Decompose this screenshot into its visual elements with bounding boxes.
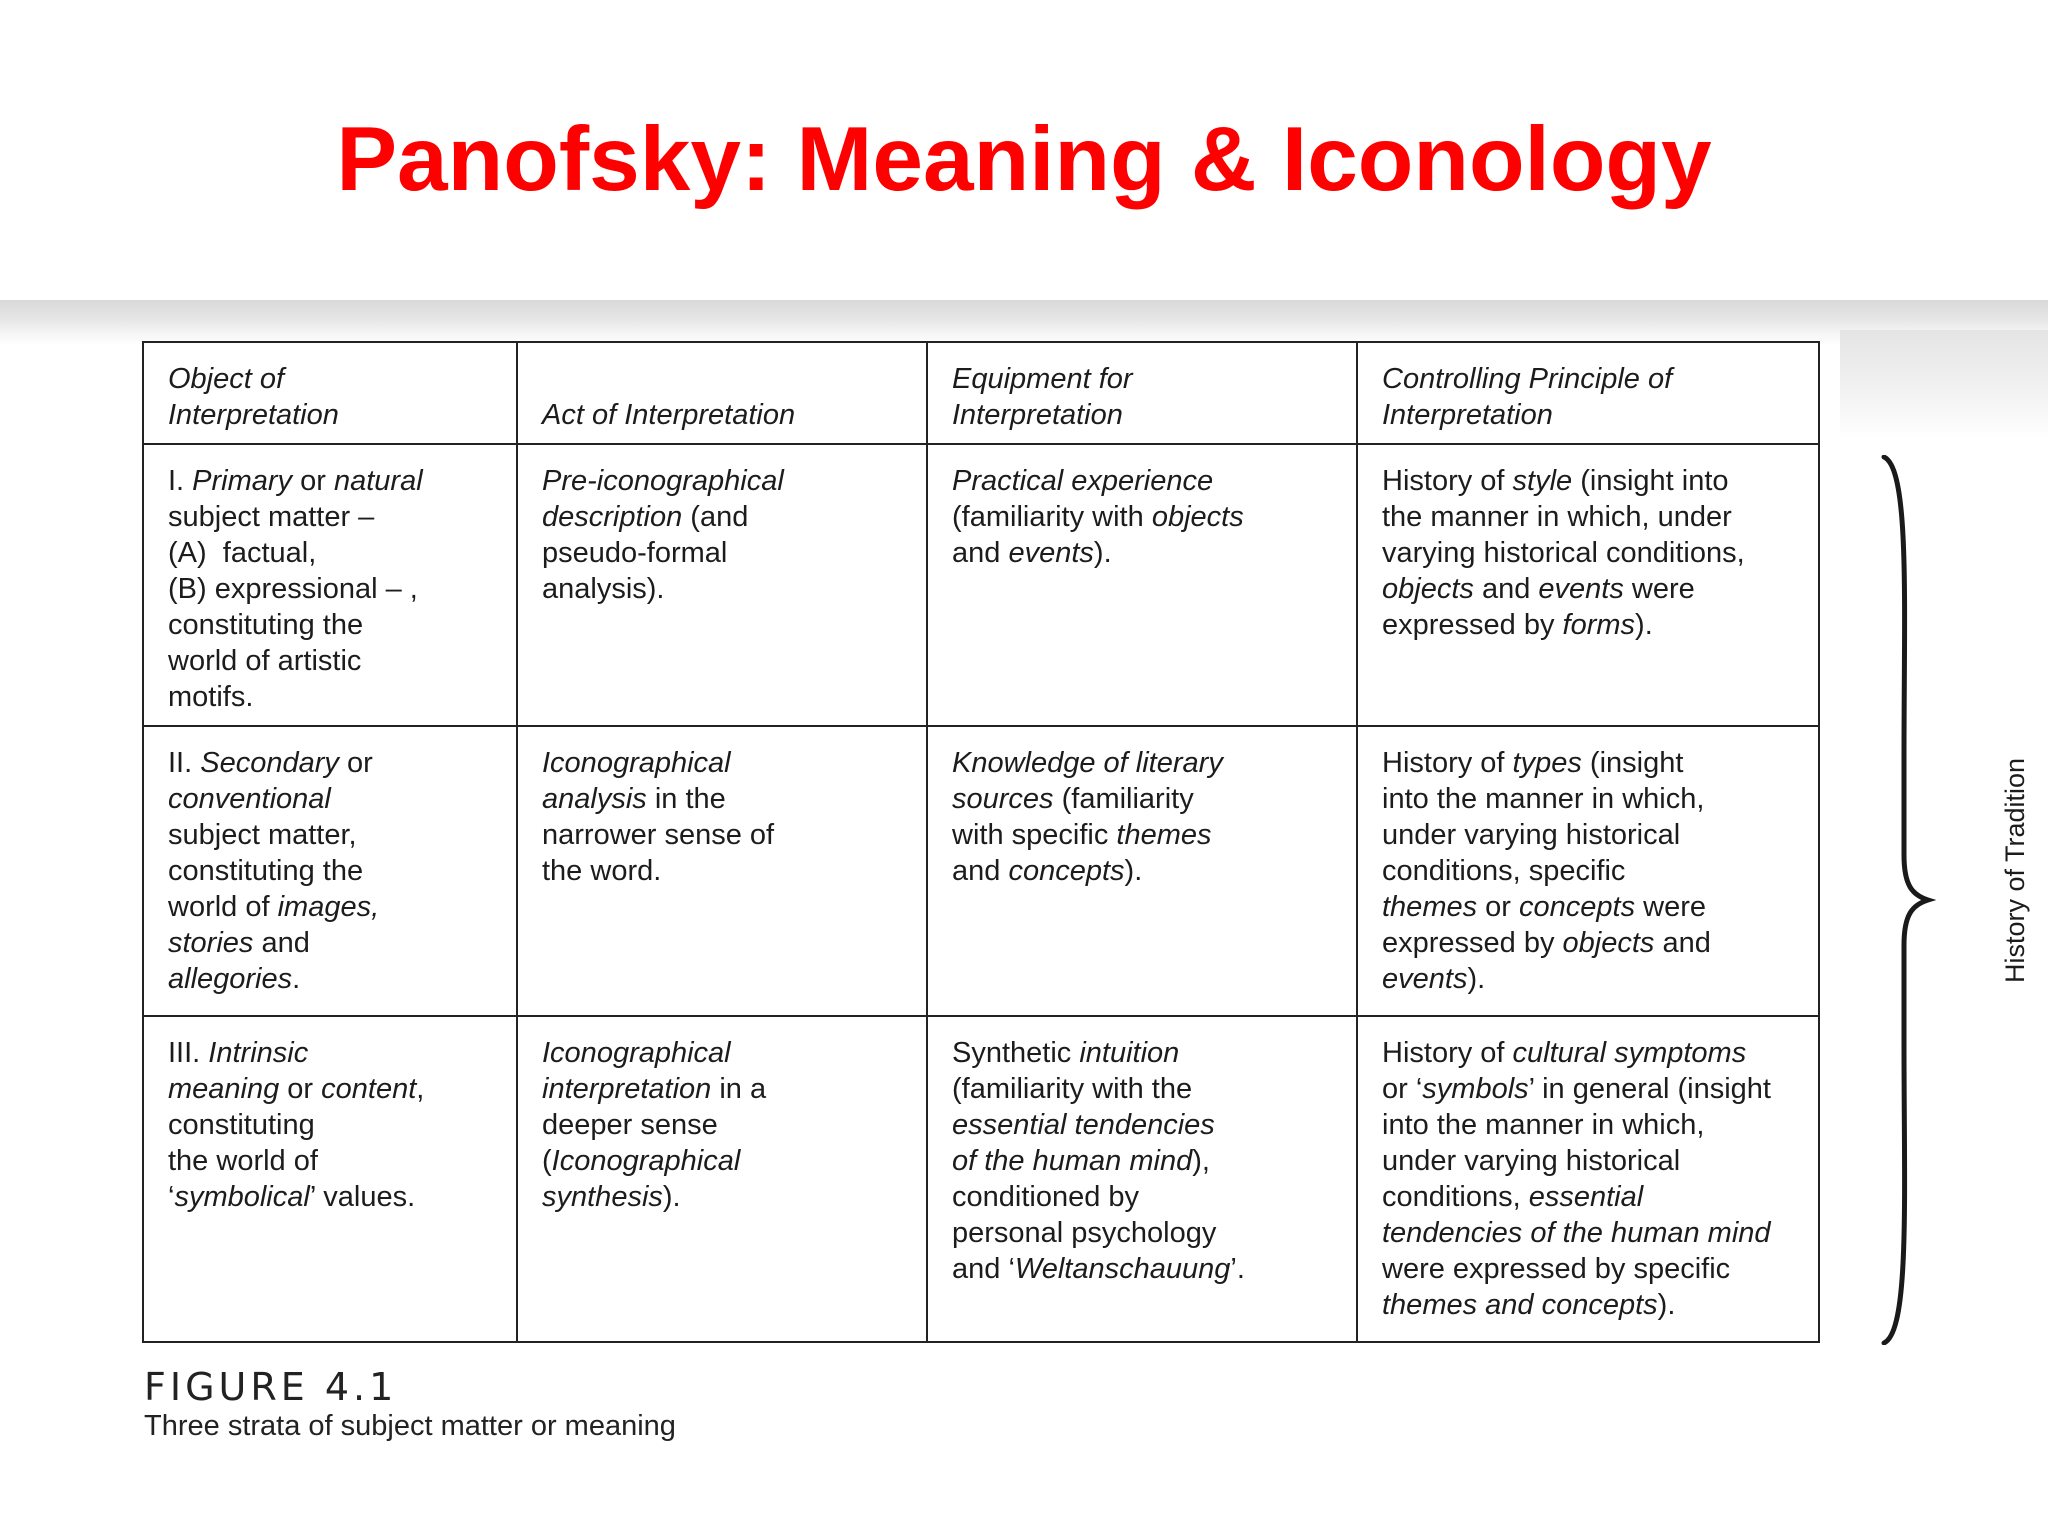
cell-equipment: Synthetic intuition (familiarity with the essential tendencies of the human mind), conditioned by personal psychology and ‘Weltanschauung’. <box>927 1016 1357 1342</box>
cell-object: III. Intrinsic meaning or content, constituting the world of ‘symbolical’ values. <box>143 1016 517 1342</box>
table-row <box>143 444 1819 726</box>
header-act: Act of Interpretation <box>517 342 927 444</box>
curly-brace-icon <box>1876 455 1936 1345</box>
figure-label: FIGURE 4.1 <box>144 1365 398 1409</box>
cell-principle: History of style (insight into the manner in which, under varying historical conditions, objects and events were expressed by forms). <box>1357 444 1819 726</box>
scan-shadow <box>0 300 2048 346</box>
cell-principle: History of cultural symptoms or ‘symbols’ in general (insight into the manner in which, under varying historical conditions, essential tendencies of the human mind were expressed by specific themes and concepts). <box>1357 1016 1819 1342</box>
table-row <box>143 726 1819 1016</box>
cell-principle: History of types (insight into the manner in which, under varying historical conditions, specific themes or concepts were expressed by objects and events). <box>1357 726 1819 1016</box>
scan-shadow-edge <box>1840 330 2048 440</box>
cell-act: Iconographical analysis in the narrower sense of the word. <box>517 726 927 1016</box>
cell-equipment: Practical experience (familiarity with objects and events). <box>927 444 1357 726</box>
slide-title: Panofsky: Meaning & Iconology <box>336 109 1712 210</box>
side-label <box>1996 745 2036 995</box>
cell-object: I. Primary or natural subject matter – (A) factual, (B) expressional – , constituting the world of artistic motifs. <box>143 444 517 726</box>
header-equipment: Equipment for Interpretation <box>927 342 1357 444</box>
header-object: Object of Interpretation <box>143 342 517 444</box>
table-row <box>143 1016 1819 1342</box>
cell-act: Pre-iconographical description (and pseudo-formal analysis). <box>517 444 927 726</box>
cell-act: Iconographical interpretation in a deeper sense (Iconographical synthesis). <box>517 1016 927 1342</box>
table-header-row <box>143 342 1819 444</box>
figure-caption: Three strata of subject matter or meaning <box>144 1410 676 1442</box>
side-label-text: History of Tradition <box>2000 757 2031 983</box>
cell-object: II. Secondary or conventional subject matter, constituting the world of images, stories and allegories. <box>143 726 517 1016</box>
strata-table <box>142 341 1820 1343</box>
cell-equipment: Knowledge of literary sources (familiarity with specific themes and concepts). <box>927 726 1357 1016</box>
header-principle: Controlling Principle of Interpretation <box>1357 342 1819 444</box>
